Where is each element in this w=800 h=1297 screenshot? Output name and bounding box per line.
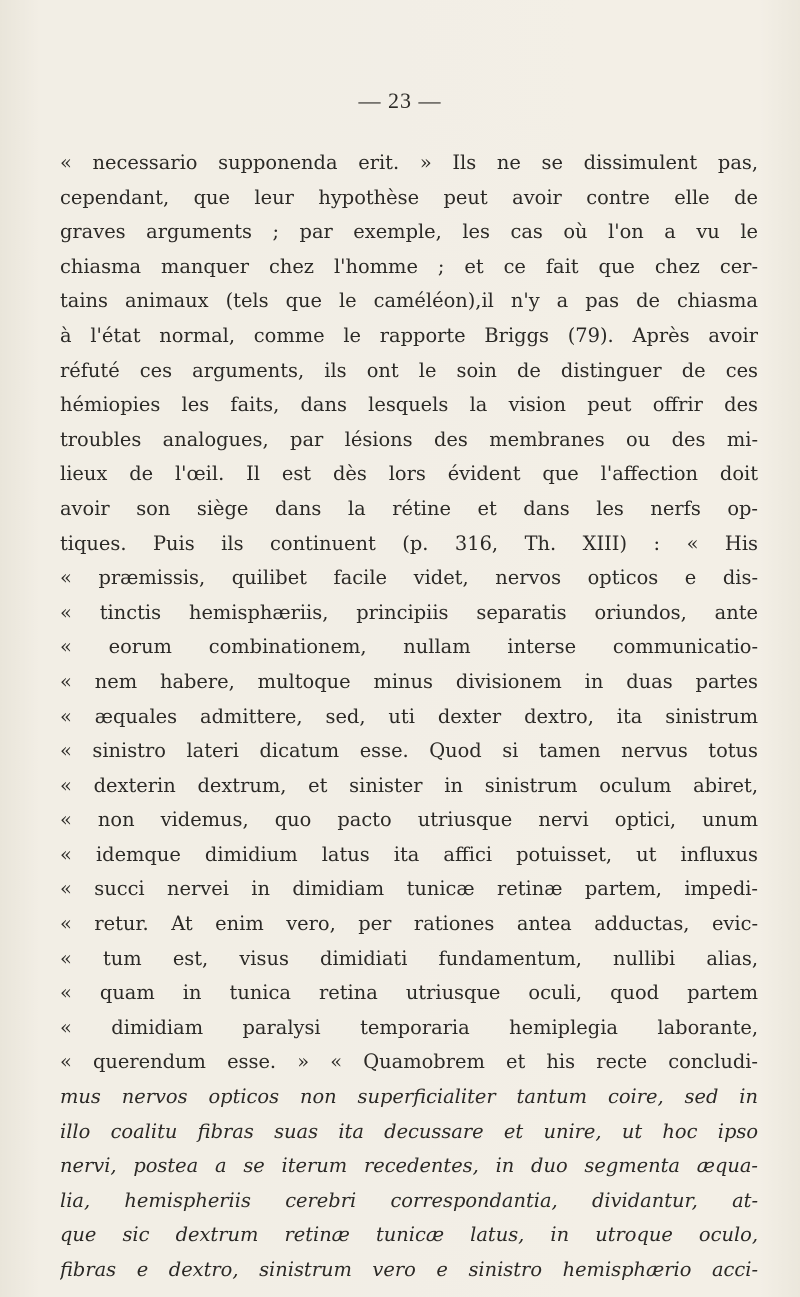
text-line: graves arguments ; par exemple, les cas où l'on a vu le: [60, 220, 758, 244]
text-line: avoir son siège dans la rétine et dans les nerfs op-: [60, 496, 758, 520]
text-line: « tum est, visus dimidiati fundamentum, nullibi alias,: [60, 946, 758, 970]
text-line-italic: que sic dextrum retinæ tunicæ latus, in utroque oculo,: [60, 1223, 758, 1247]
text-line: « præmissis, quilibet facile videt, nervos opticos e dis-: [60, 566, 758, 590]
text-line: « sinistro lateri dicatum esse. Quod si tamen nervus totus: [60, 739, 758, 763]
text-line: tains animaux (tels que le caméléon),il n'y a pas de chiasma: [60, 289, 758, 313]
text-line: lieux de l'œil. Il est dès lors évident que l'affection doit: [60, 462, 758, 486]
text-line: « necessario supponenda erit. » Ils ne se dissimulent pas,: [60, 151, 758, 174]
text-line: « eorum combinationem, nullam interse communicatio-: [60, 635, 758, 659]
text-line: « dimidiam paralysi temporaria hemiplegia laborante,: [60, 1015, 758, 1039]
text-line: « retur. At enim vero, per rationes antea adductas, evic-: [60, 912, 758, 936]
text-line: « querendum esse. » « Quamobrem et his recte concludi-: [60, 1050, 758, 1074]
text-line: à l'état normal, comme le rapporte Briggs (79). Après avoir: [60, 323, 758, 347]
text-line: « dexterin dextrum, et sinister in sinistrum oculum abiret,: [60, 773, 758, 797]
text-line: hémiopies les faits, dans lesquels la vision peut offrir des: [60, 393, 758, 417]
text-line: « idemque dimidium latus ita affici potuisset, ut influxus: [60, 842, 758, 866]
text-line: réfuté ces arguments, ils ont le soin de distinguer de ces: [60, 358, 758, 382]
body-text: [60, 146, 758, 1288]
text-line-italic: lia, hemispheriis cerebri correspondantia, dividantur, at-: [60, 1188, 758, 1212]
text-line: cependant, que leur hypothèse peut avoir contre elle de: [60, 185, 758, 209]
text-line-italic: fibras e dextro, sinistrum vero e sinistro hemisphærio acci-: [60, 1258, 758, 1281]
text-line: troubles analogues, par lésions des membranes ou des mi-: [60, 427, 758, 451]
text-line-italic: mus nervos opticos non superficialiter tantum coire, sed in: [60, 1085, 758, 1109]
page-number: — 23 —: [358, 88, 442, 113]
text-line-italic: illo coalitu fibras suas ita decussare et unire, ut hoc ipso: [60, 1119, 758, 1143]
text-line: « non videmus, quo pacto utriusque nervi optici, unum: [60, 808, 758, 832]
text-line: « succi nervei in dimidiam tunicæ retinæ partem, impedi-: [60, 877, 758, 901]
text-line: chiasma manquer chez l'homme ; et ce fait que chez cer-: [60, 254, 758, 278]
text-line: « nem habere, multoque minus divisionem in duas partes: [60, 669, 758, 693]
text-line: « tinctis hemisphæriis, principiis separatis oriundos, ante: [60, 600, 758, 624]
text-line: « quam in tunica retina utriusque oculi, quod partem: [60, 981, 758, 1005]
text-line-italic: nervi, postea a se iterum recedentes, in duo segmenta æqua-: [60, 1154, 758, 1178]
text-line: « æquales admittere, sed, uti dexter dextro, ita sinistrum: [60, 704, 758, 728]
text-line: tiques. Puis ils continuent (p. 316, Th. XIII) : « His: [60, 531, 758, 555]
